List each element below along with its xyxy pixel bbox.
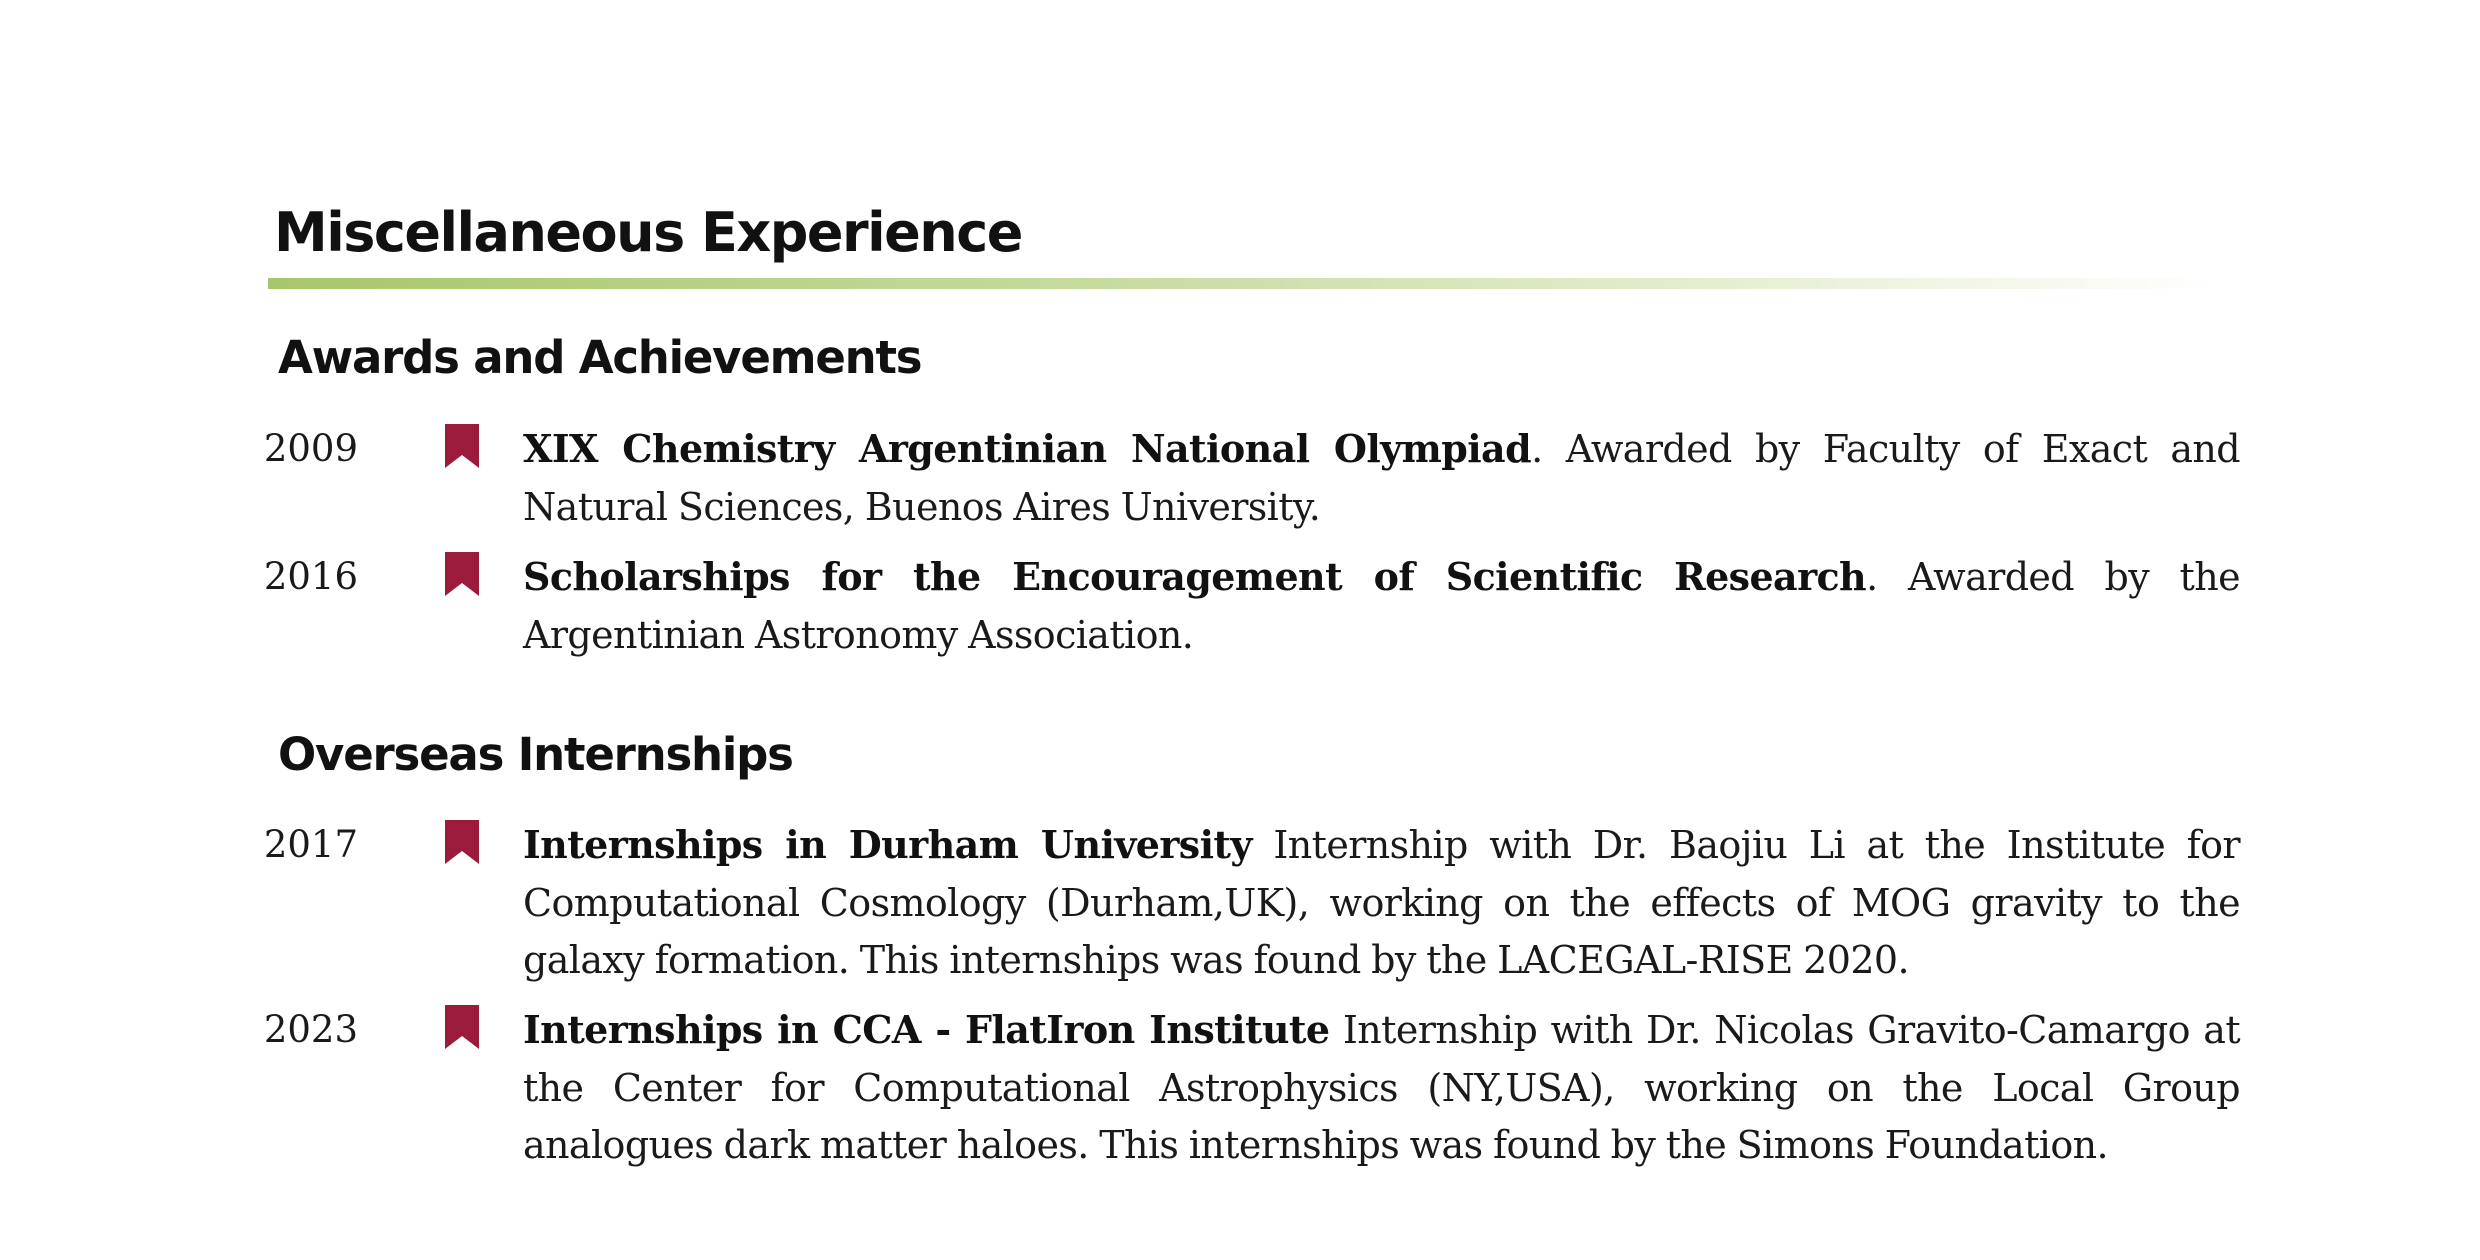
- entry-year: 2017: [263, 823, 358, 866]
- internships-heading: Overseas Internships: [278, 728, 793, 781]
- bookmark-icon: [445, 552, 479, 596]
- entry-title: Scholarships for the Encouragement of Scientific Research: [523, 554, 1867, 599]
- bookmark-icon: [445, 424, 479, 468]
- entry-year: 2009: [263, 427, 358, 470]
- entry-title: Internships in CCA - FlatIron Institute: [523, 1007, 1330, 1052]
- bookmark-icon: [445, 820, 479, 864]
- entry-title: Internships in Durham University: [523, 822, 1252, 867]
- entry-year: 2023: [263, 1008, 358, 1051]
- entry-text: [523, 1001, 2240, 1175]
- entry-description: . Awarded by Faculty of Exact and Natural Sciences, Buenos Aires University.: [523, 427, 2240, 529]
- section-title: Miscellaneous Experience: [274, 201, 1022, 264]
- awards-heading: Awards and Achievements: [278, 331, 922, 384]
- entry-description: Internship with Dr. Baojiu Li at the Institute for Computational Cosmology (Durham,UK), working on the effects of MOG gravity to the galaxy formation. This internships was found by the LACEGAL-RISE 2020.: [523, 823, 2240, 982]
- entry-text: [523, 420, 2240, 536]
- entry-year: 2016: [263, 555, 358, 598]
- entry-description: . Awarded by the Argentinian Astronomy Association.: [523, 555, 2240, 657]
- bookmark-icon: [445, 1005, 479, 1049]
- section-divider: [268, 278, 2218, 289]
- entry-text: [523, 548, 2240, 664]
- entry-title: XIX Chemistry Argentinian National Olympiad: [523, 426, 1532, 471]
- entry-text: [523, 816, 2240, 990]
- entry-description: Internship with Dr. Nicolas Gravito-Camargo at the Center for Computational Astrophysics (NY,USA), working on the Local Group analogues dark matter haloes. This internships was found by the Simons Foundation.: [523, 1008, 2240, 1167]
